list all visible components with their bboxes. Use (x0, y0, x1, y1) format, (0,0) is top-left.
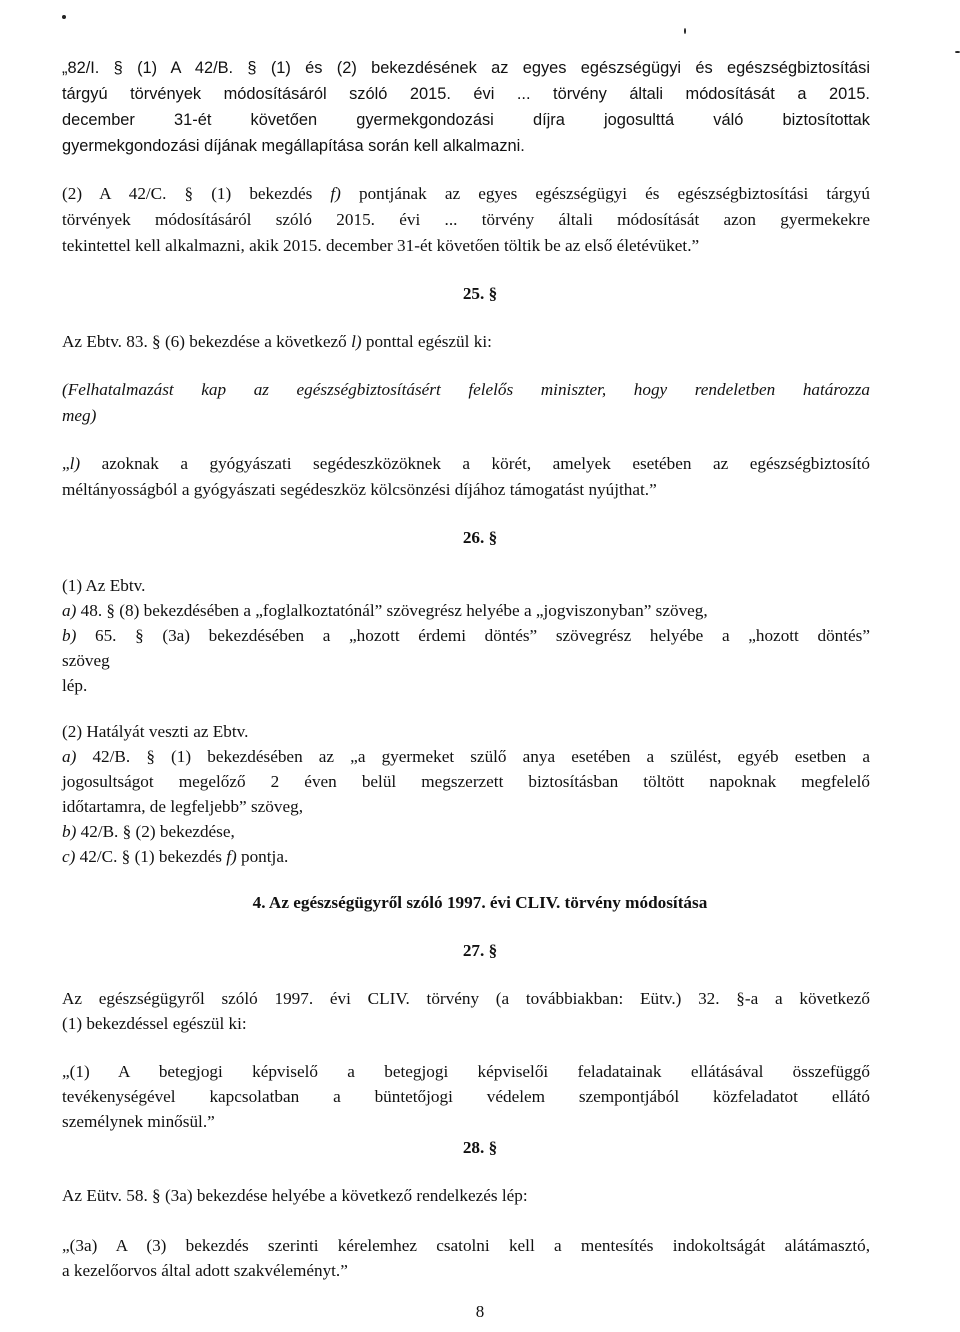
paragraph-line: tevékenységével kapcsolatban a büntetőjogi védelem szempontjából közfeladatot ellátó (62, 1087, 870, 1106)
paragraph-line (62, 454, 870, 474)
paragraph-line: december 31-ét követően gyermekgondozási díjra jogosulttá váló biztosítottak (62, 111, 870, 129)
paragraph-line: személynek minősül.” (62, 1112, 215, 1131)
section-heading-26: 26. § (462, 528, 498, 547)
paragraph-line (62, 626, 870, 646)
text: 42/B. § (2) bekezdése, (76, 822, 235, 841)
paragraph-line: gyermekgondozási díjának megállapítása során kell alkalmazni. (62, 137, 525, 155)
page-number: 8 (475, 1302, 485, 1321)
paragraph-line (62, 847, 870, 867)
paragraph-line: a kezelőorvos által adott szakvéleményt.” (62, 1261, 348, 1280)
scan-speck (684, 28, 686, 34)
paragraph-line: törvények módosításáról szóló 2015. évi ... törvény általi módosítását azon gyermekekre (62, 210, 870, 229)
paragraph-line (62, 184, 870, 204)
paragraph-line (62, 747, 870, 767)
italic-line: (Felhatalmazást kap az egészségbiztosításért felelős miniszter, hogy rendeletben határozza (62, 380, 870, 399)
point-label: c) (62, 847, 76, 866)
text: ponttal egészül ki: (361, 332, 492, 351)
text: pontjának az egyes egészségügyi és egészségbiztosítási tárgyú (340, 184, 870, 203)
point-label: b) (62, 822, 77, 841)
text: Az Ebtv. 83. § (6) bekezdése a következő (62, 332, 352, 351)
paragraph-line: jogosultságot megelőző 2 éven belül megszerzett biztosításban töltött napoknak megfelelő (62, 772, 870, 791)
paragraph-line: (1) Az Ebtv. (62, 576, 146, 595)
text: azoknak a gyógyászati segédeszközöknek a körét, amelyek esetében az egészségbiztosító (80, 454, 870, 473)
text: pontja. (236, 847, 289, 866)
point-label: a) (62, 747, 77, 766)
text: 42/B. § (1) bekezdésében az „a gyermeket szülő anya esetében a szülést, egyéb esetben a (76, 747, 870, 766)
text: (2) A 42/C. § (1) bekezdés (62, 184, 331, 203)
point-label: l) (351, 332, 362, 351)
section-heading-25: 25. § (462, 284, 498, 303)
point-label: l) (69, 454, 81, 473)
text: 42/C. § (1) bekezdés (75, 847, 227, 866)
section-heading-27: 27. § (462, 941, 498, 960)
point-label: f) (330, 184, 341, 203)
paragraph-line (62, 601, 870, 621)
text: 48. § (8) bekezdésében a „foglalkoztatónál” szövegrész helyébe a „jogviszonyban” szöveg, (76, 601, 708, 620)
paragraph-line: Az egészségügyről szóló 1997. évi CLIV. törvény (a továbbiakban: Eütv.) 32. §-a a következő (62, 989, 870, 1008)
paragraph-line: lép. (62, 676, 88, 695)
paragraph-line: (1) bekezdéssel egészül ki: (62, 1014, 247, 1033)
italic-line: meg) (62, 406, 97, 425)
chapter-heading: 4. Az egészségügyről szóló 1997. évi CLIV. törvény módosítása (252, 893, 708, 912)
paragraph-line: „(1) A betegjogi képviselő a betegjogi képviselői feladatainak ellátásával összefüggő (62, 1062, 870, 1081)
text: „ (62, 454, 70, 473)
paragraph-line (62, 332, 870, 352)
paragraph-line: szöveg (62, 651, 110, 670)
paragraph-line: tárgyú törvények módosításáról szóló 2015. évi ... törvény általi módosítását a 2015. (62, 85, 870, 103)
paragraph-line: (2) Hatályát veszti az Ebtv. (62, 722, 249, 741)
text: 65. § (3a) bekezdésében a „hozott érdemi döntés” szövegrész helyébe a „hozott döntés” (76, 626, 870, 645)
paragraph-line: időtartamra, de legfeljebb” szöveg, (62, 797, 303, 816)
paragraph-line: „82/I. § (1) A 42/B. § (1) és (2) bekezdésének az egyes egészségügyi és egészségbiztosítási (62, 59, 870, 77)
scan-speck (955, 51, 960, 53)
paragraph-line: Az Eütv. 58. § (3a) bekezdése helyébe a következő rendelkezés lép: (62, 1186, 528, 1205)
scan-speck (62, 15, 66, 19)
point-label: f) (226, 847, 237, 866)
paragraph-line (62, 822, 870, 842)
paragraph-line: méltányosságból a gyógyászati segédeszköz kölcsönzési díjához támogatást nyújthat.” (62, 480, 657, 499)
point-label: a) (62, 601, 77, 620)
paragraph-line: „(3a) A (3) bekezdés szerinti kérelemhez csatolni kell a mentesítés indokoltságát alátámasztó, (62, 1236, 870, 1255)
point-label: b) (62, 626, 77, 645)
paragraph-line: tekintettel kell alkalmazni, akik 2015. december 31-ét követően töltik be az első életévüket.” (62, 236, 700, 255)
section-heading-28: 28. § (462, 1138, 498, 1157)
